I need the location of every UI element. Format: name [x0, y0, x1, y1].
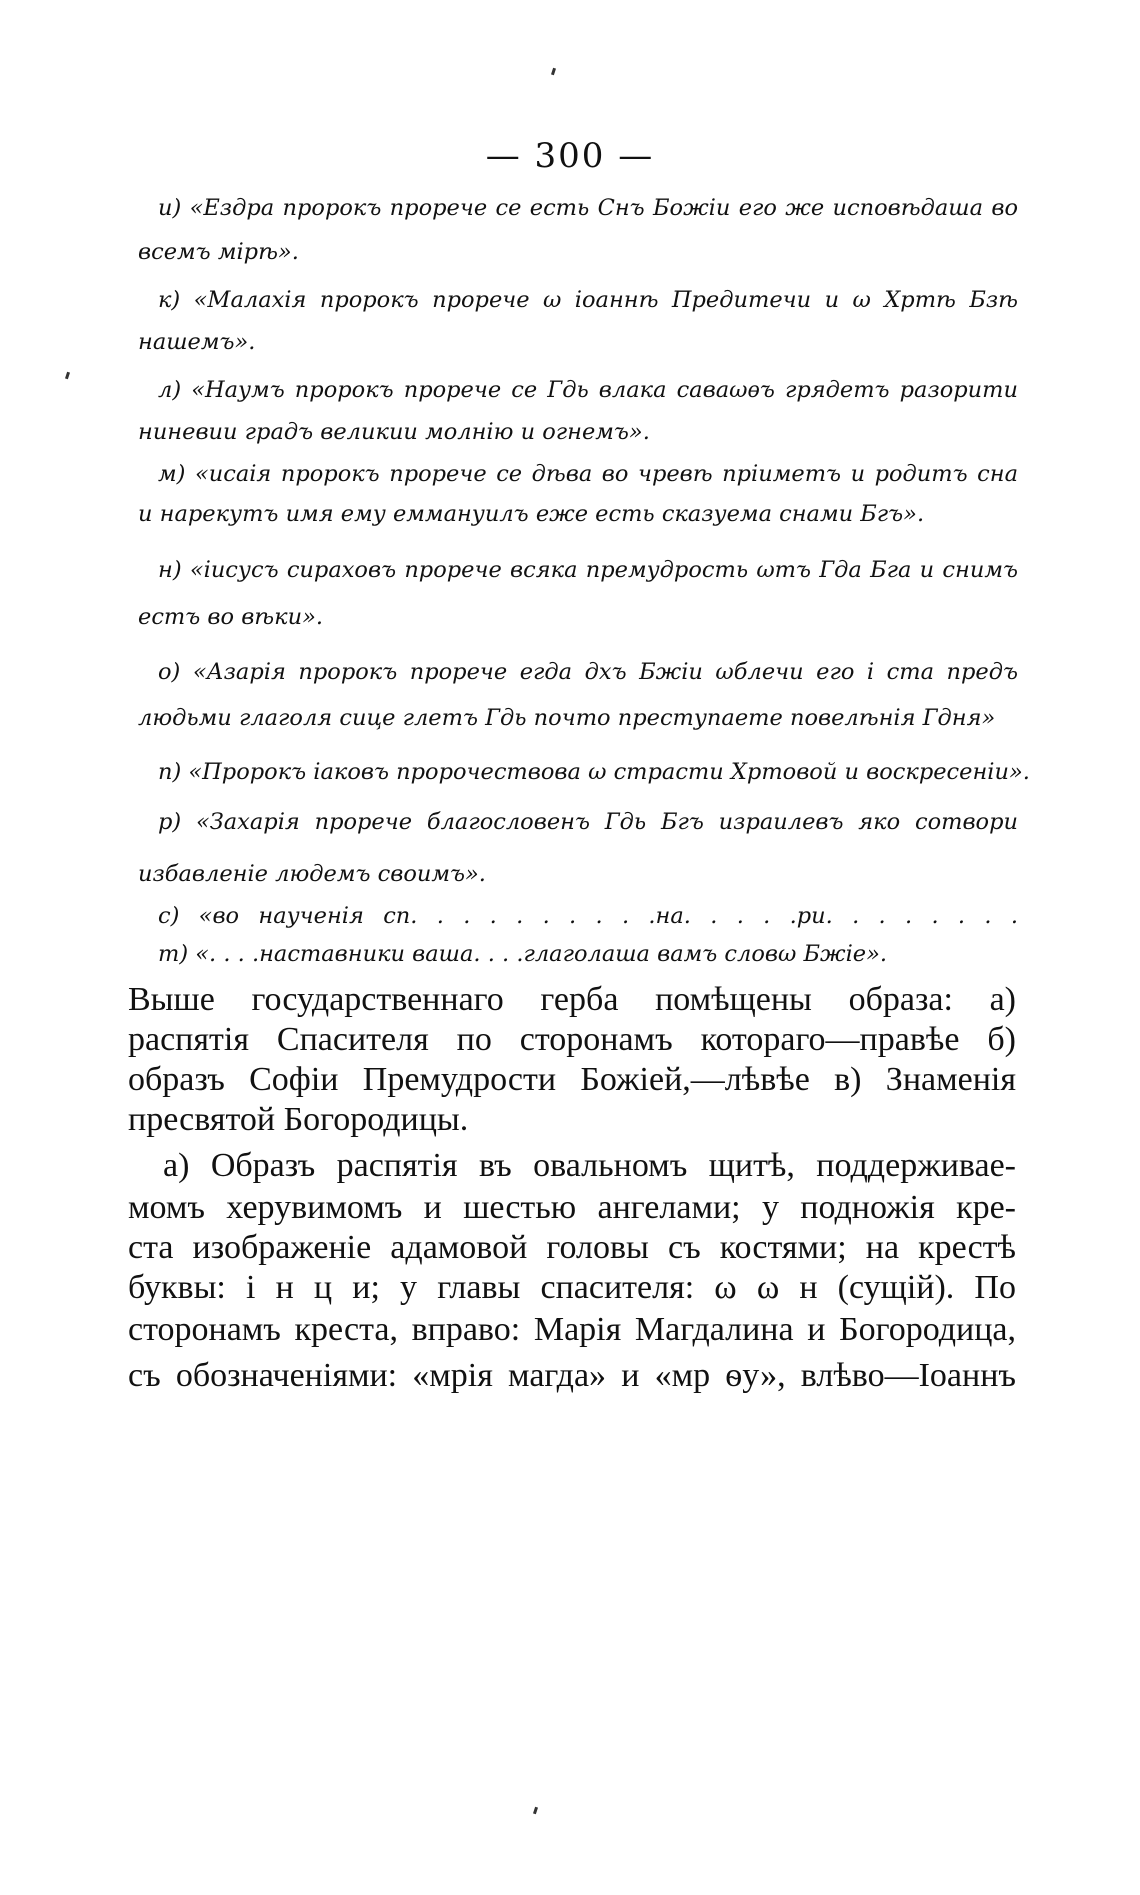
paragraph2-line-4: буквы: і н ц и; у главы спасителя: ω ω н (сущiй). По: [128, 1269, 1016, 1306]
paragraph1-line-1: Выше государственнаго герба помѣщены образа: а): [128, 981, 1016, 1018]
inscription-n-line-1: н) «iисусъ сираховъ прорече всяка премудрость ωтъ Гда Бга и снимъ: [158, 557, 1018, 583]
paragraph2-line-2: момъ херувимомъ и шестью ангелами; у подножiя кре-: [128, 1189, 1016, 1226]
ink-speck: [533, 1807, 538, 1815]
inscription-r-line-2: избавленiе людемъ своимъ».: [138, 861, 486, 887]
ink-speck: [65, 372, 70, 380]
paragraph2-line-5: сторонамъ креста, вправо: Марiя Магдалина и Богородица,: [128, 1311, 1016, 1348]
inscription-m-line-1: м) «исаiя пророкъ прорече се дѣва во чревѣ прiиметъ и родитъ сна: [158, 461, 1018, 487]
inscription-k-line-2: нашемъ».: [138, 329, 256, 355]
ink-speck: [551, 68, 556, 76]
paragraph1-line-4: пресвятой Богородицы.: [128, 1101, 469, 1138]
paragraph1-line-3: образъ Софiи Премудрости Божiей,—лѣвѣе в) Знаменiя: [128, 1061, 1016, 1098]
inscription-l-line-1: л) «Наумъ пророкъ прорече се Гдь влака саваωѳъ грядетъ разорити: [158, 377, 1018, 403]
inscription-s-line-1: с) «во наученiя сп. . . . . . . . . .на. . . . .ри. . . . . . . .: [158, 903, 1018, 929]
inscription-m-line-2: и нарекутъ имя ему еммануилъ еже есть сказуема снами Бгъ».: [138, 501, 925, 527]
inscription-i-line-2: всемъ мiрѣ».: [138, 239, 299, 265]
inscription-o-line-1: о) «Азарiя пророкъ прорече егда дхъ Бжiи ωблечи его i ста предъ: [158, 659, 1018, 685]
paragraph1-line-2: распятiя Спасителя по сторонамъ котораго—правѣе б): [128, 1021, 1016, 1058]
inscription-o-line-2: людьми глаголя сице глетъ Гдь почто преступаете повелѣнiя Гдня»: [138, 705, 996, 731]
page-number: — 300 —: [485, 136, 655, 176]
inscription-t-line-1: т) «. . . .наставники ваша. . . .глаголаша вамъ словω Бжiе».: [158, 941, 888, 967]
paragraph2-line-1: а) Образъ распятiя въ овальномъ щитѣ, поддерживае-: [163, 1147, 1016, 1184]
paragraph2-line-6: съ обозначенiями: «мрiя магда» и «мр ѳу», влѣво—Iоаннъ: [128, 1357, 1016, 1394]
inscription-l-line-2: ниневии градъ великии молнiю и огнемъ».: [138, 419, 650, 445]
inscription-r-line-1: р) «Захарiя прорече благословенъ Гдь Бгъ израилевъ яко сотвори: [158, 809, 1018, 835]
inscription-p-line-1: п) «Пророкъ iаковъ пророчествова ω страсти Хртовой и воскресенiи».: [158, 759, 1030, 785]
paragraph2-line-3: ста изображенiе адамовой головы съ костями; на крестѣ: [128, 1229, 1016, 1266]
inscription-k-line-1: к) «Малахiя пророкъ прорече ω iоаннѣ Предитечи и ω Хртѣ Бзѣ: [158, 287, 1018, 313]
inscription-i-line-1: и) «Ездра пророкъ прорече се есть Снъ Божiи его же исповѣдаша во: [158, 195, 1018, 221]
inscription-n-line-2: естъ во вѣки».: [138, 604, 323, 630]
